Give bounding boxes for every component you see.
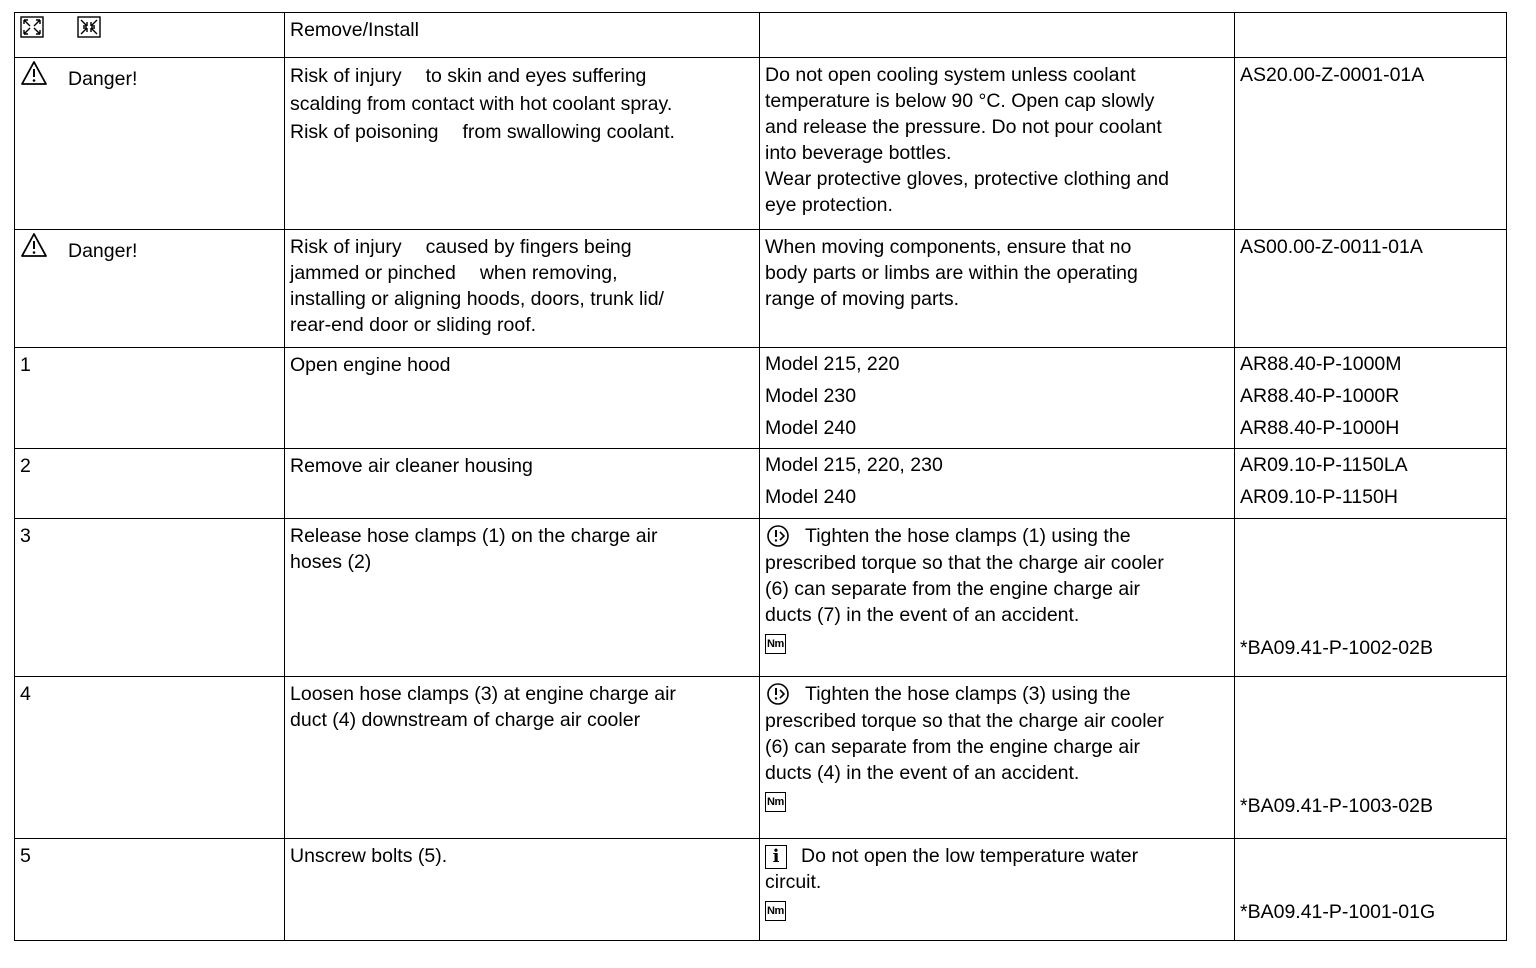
- safety-measure: When moving components, ensure that no body parts or limbs are within the operating range of moving parts.: [760, 230, 1235, 348]
- step-number: 3: [15, 519, 285, 677]
- reference-link[interactable]: AR09.10-P-1150LA: [1240, 454, 1408, 476]
- step-row: [15, 348, 1507, 449]
- safety-measure: Do not open cooling system unless coolant temperature is below 90 °C. Open cap slowly and release the pressure. Do not pour coolant into beverage bottles. Wear protective gloves, protective clothing and eye protection.: [760, 58, 1235, 230]
- torque-note: Tighten the hose clamps (1) using the prescribed torque so that the charge air cooler (6) can separate from the engine charge air ducts (7) in the event of an accident. Nm: [760, 519, 1235, 677]
- info-note: i Do not open the low temperature water circuit. Nm: [760, 839, 1235, 941]
- risk-description: Risk of injury caused by fingers being jammed or pinched when removing, installing or aligning hoods, doors, trunk lid/ rear-end door or sliding roof.: [285, 230, 760, 348]
- step-row: [15, 677, 1507, 839]
- reference-link[interactable]: *BA09.41-P-1002-02B: [1240, 637, 1433, 659]
- danger-label: Danger!: [20, 234, 279, 264]
- step-action: Remove air cleaner housing: [285, 449, 760, 519]
- reference-link[interactable]: AR88.40-P-1000H: [1240, 417, 1400, 439]
- torque-nm-icon[interactable]: Nm: [765, 634, 786, 654]
- operation-title: Remove/Install: [285, 13, 760, 58]
- danger-row: [15, 58, 1507, 230]
- reference-link[interactable]: *BA09.41-P-1003-02B: [1240, 795, 1433, 817]
- reference-list: [1235, 449, 1507, 519]
- step-row: [15, 519, 1507, 677]
- reference-link[interactable]: AS00.00-Z-0011-01A: [1235, 230, 1507, 348]
- torque-note: Tighten the hose clamps (3) using the prescribed torque so that the charge air cooler (6) can separate from the engine charge air ducts (4) in the event of an accident. Nm: [760, 677, 1235, 839]
- reference-link[interactable]: AS20.00-Z-0001-01A: [1235, 58, 1507, 230]
- header-empty-cell: [1235, 13, 1507, 58]
- step-row: [15, 839, 1507, 941]
- header-row: [15, 13, 1507, 58]
- reference-link[interactable]: AR88.40-P-1000M: [1240, 353, 1402, 375]
- reference-link[interactable]: AR09.10-P-1150H: [1240, 486, 1398, 508]
- expand-icon[interactable]: [20, 16, 44, 45]
- reference-link[interactable]: *BA09.41-P-1001-01G: [1240, 901, 1436, 923]
- step-number: 5: [15, 839, 285, 941]
- reference-list: [1235, 348, 1507, 449]
- procedure-table: [14, 12, 1507, 941]
- step-action: Open engine hood: [285, 348, 760, 449]
- model-list: Model 215, 220, 230 Model 240: [760, 449, 1235, 519]
- collapse-icon[interactable]: [77, 16, 101, 45]
- header-icons-cell: [15, 13, 285, 58]
- risk-description: Risk of injury to skin and eyes suffering scalding from contact with hot coolant spray. Risk of poisoning from swallowing coolant.: [285, 58, 760, 230]
- torque-nm-icon[interactable]: Nm: [765, 901, 786, 921]
- reference-cell: [1235, 519, 1507, 677]
- step-row: [15, 449, 1507, 519]
- tighten-note-icon: [765, 682, 793, 708]
- tighten-note-icon: [765, 524, 793, 550]
- torque-nm-icon[interactable]: Nm: [765, 792, 786, 812]
- reference-cell: [1235, 677, 1507, 839]
- danger-label: Danger!: [20, 62, 279, 92]
- step-action: Unscrew bolts (5).: [285, 839, 760, 941]
- step-number: 1: [15, 348, 285, 449]
- step-action: Release hose clamps (1) on the charge air hoses (2): [285, 519, 760, 677]
- reference-link[interactable]: AR88.40-P-1000R: [1240, 385, 1400, 407]
- step-action: Loosen hose clamps (3) at engine charge air duct (4) downstream of charge air cooler: [285, 677, 760, 839]
- reference-cell: [1235, 839, 1507, 941]
- warning-triangle-icon: [20, 232, 48, 258]
- step-number: 4: [15, 677, 285, 839]
- danger-row: [15, 230, 1507, 348]
- model-list: Model 215, 220 Model 230 Model 240: [760, 348, 1235, 449]
- info-icon: i: [765, 845, 787, 869]
- warning-triangle-icon: [20, 60, 48, 86]
- step-number: 2: [15, 449, 285, 519]
- header-empty-cell: [760, 13, 1235, 58]
